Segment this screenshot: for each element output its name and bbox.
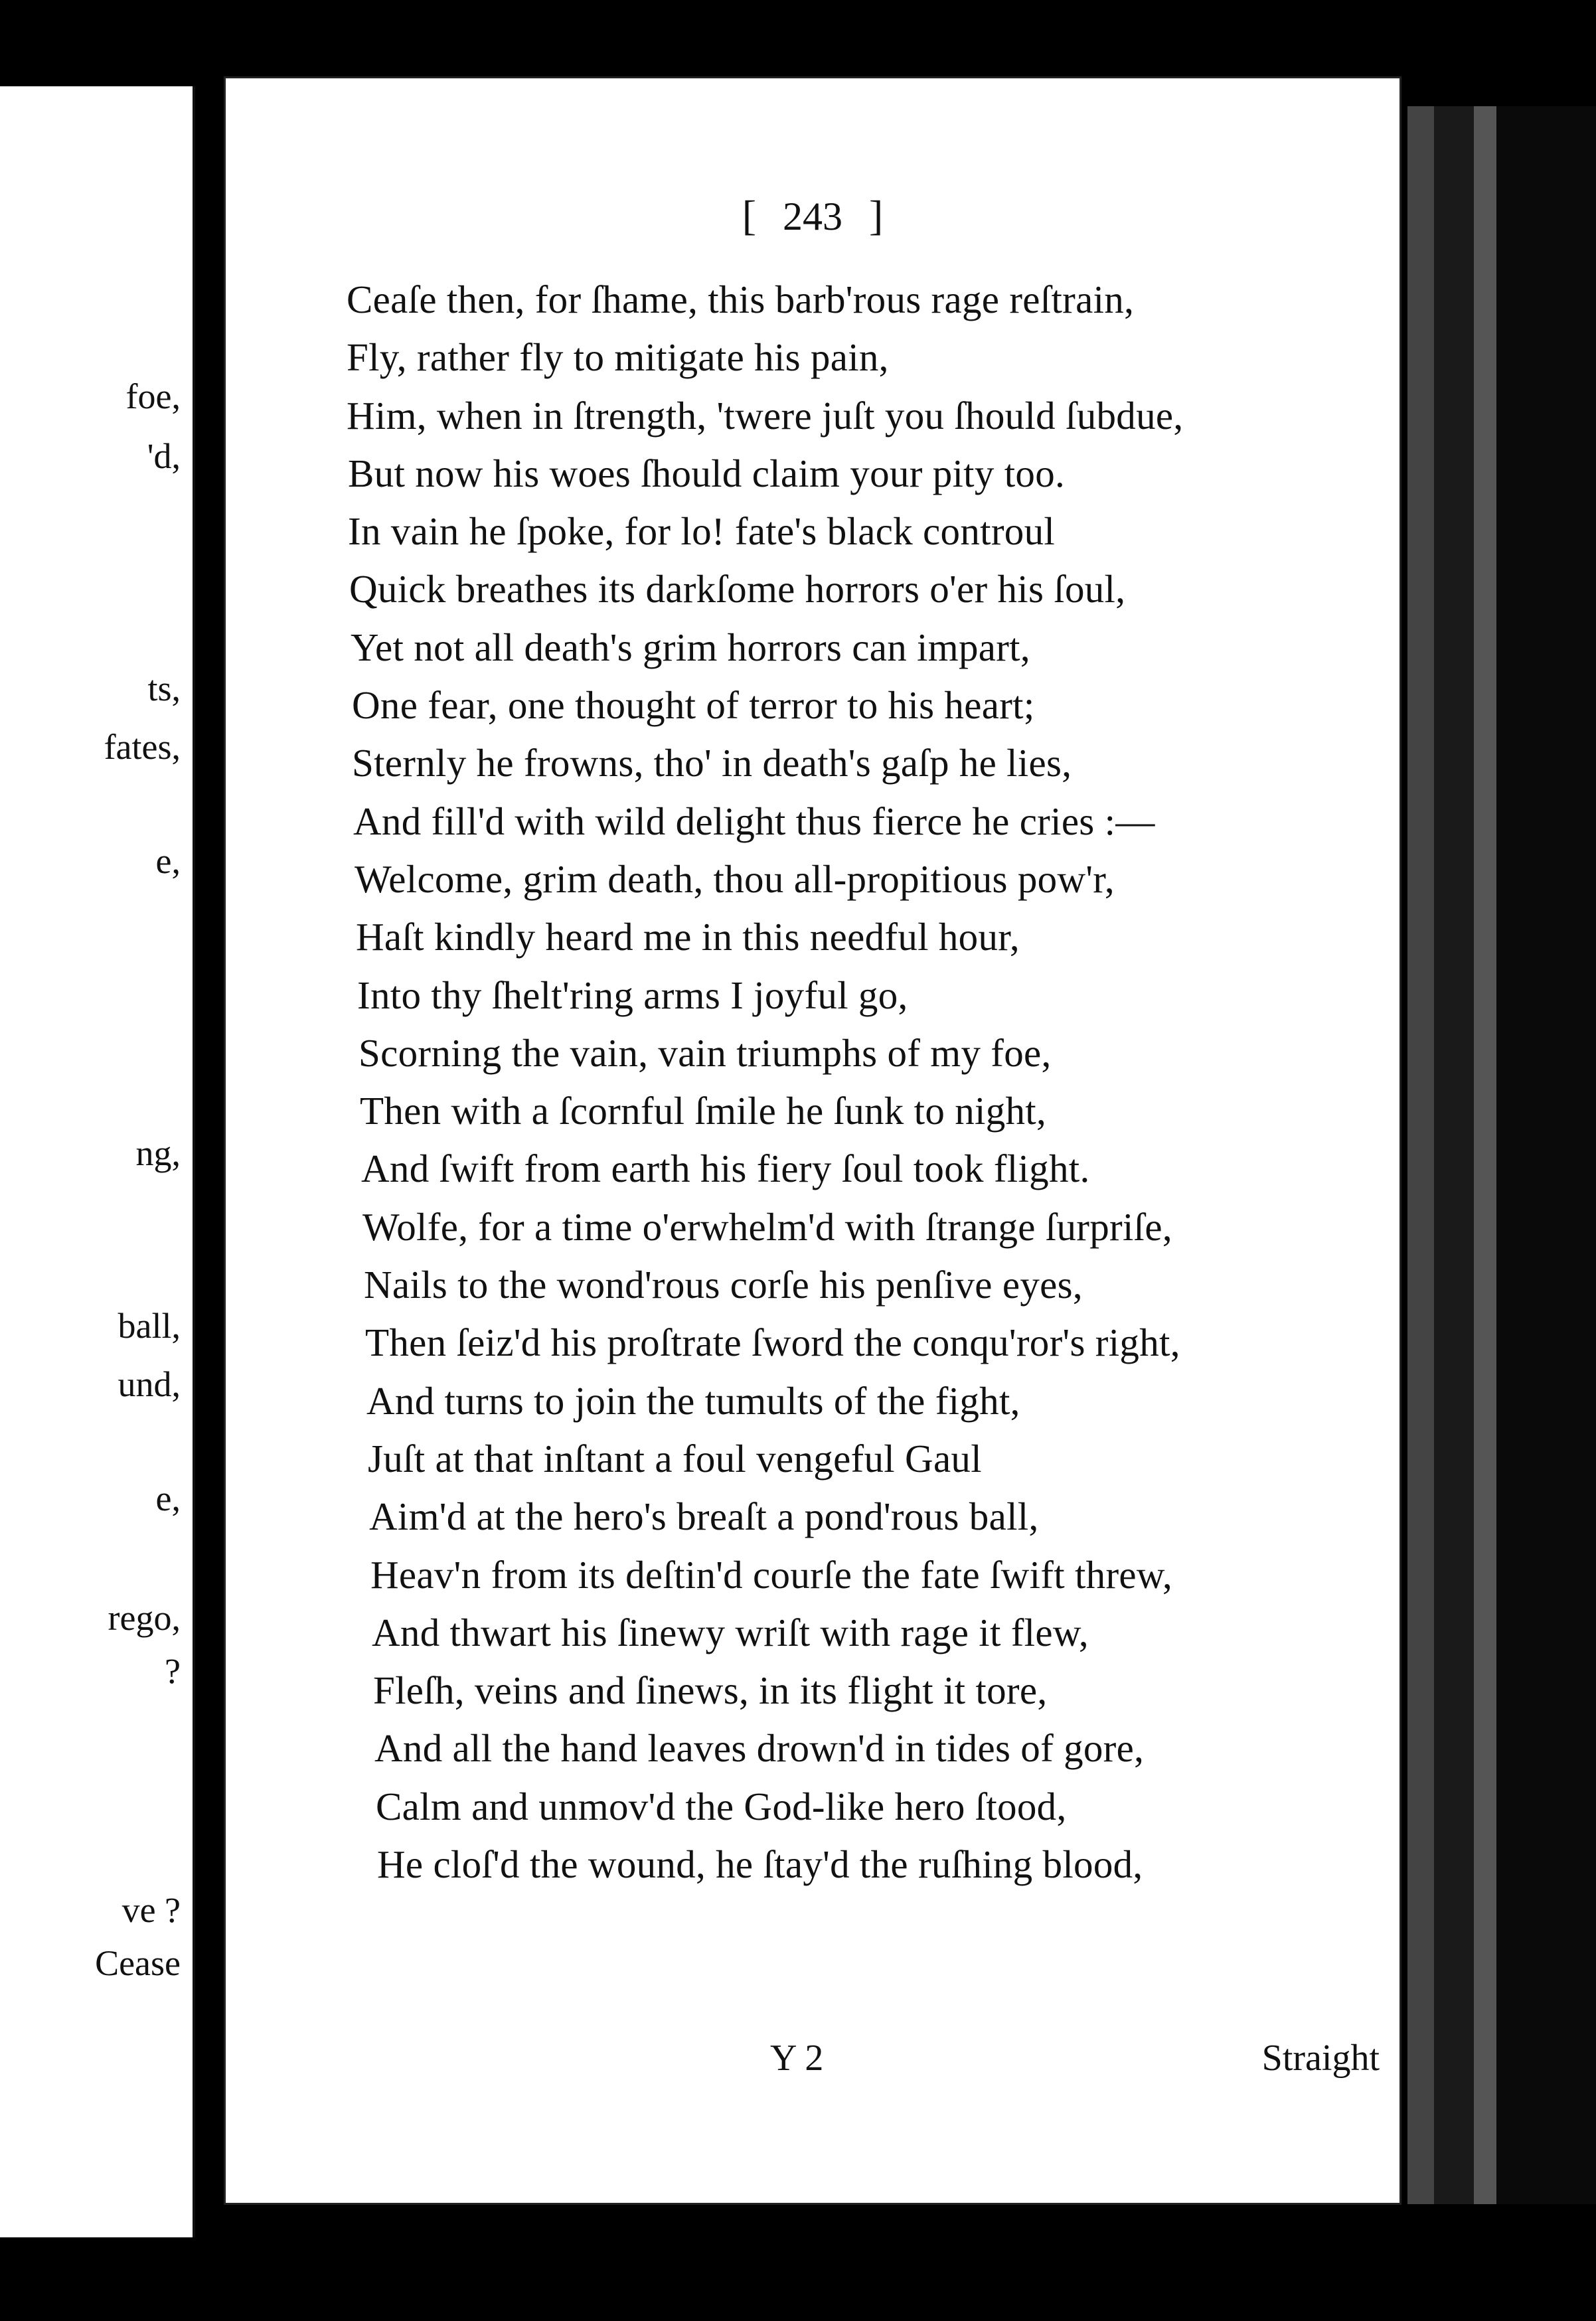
poem-line: And ſwift from earth his fiery ſoul took flight. xyxy=(361,1147,1090,1191)
book-page xyxy=(226,78,1399,2203)
poem-line: Then ſeiz'd his proſtrate ſword the conqu'ror's right, xyxy=(365,1321,1180,1365)
binding-edge xyxy=(1407,106,1434,2204)
poem-line: Yet not all death's grim horrors can impart, xyxy=(351,625,1030,669)
poem-line: Wolfe, for a time o'erwhelm'd with ſtrange ſurpriſe, xyxy=(362,1204,1172,1249)
page-header xyxy=(226,191,1399,240)
poem-line: In vain he ſpoke, for lo! fate's black controul xyxy=(348,509,1056,554)
poem-line: Scorning the vain, vain triumphs of my foe, xyxy=(359,1030,1052,1075)
left-page-fragment: rego, xyxy=(108,1598,181,1638)
poem-line: Heav'n from its deſtin'd courſe the fate ſwift threw, xyxy=(370,1552,1173,1597)
poem-line: Quick breathes its darkſome horrors o'er his ſoul, xyxy=(349,567,1126,611)
poem-line: Ceaſe then, for ſhame, this barb'rous rage reſtrain, xyxy=(347,278,1135,321)
left-page-fragment: ball, xyxy=(118,1306,181,1346)
poem-text xyxy=(347,271,1382,1893)
binding-edge xyxy=(1496,106,1596,2204)
poem-line: Juſt at that inſtant a foul vengeful Gaul xyxy=(368,1436,982,1481)
poem-line: And thwart his ſinewy wriſt with rage it flew, xyxy=(372,1610,1089,1654)
poem-line: And all the hand leaves drown'd in tides of gore, xyxy=(374,1726,1145,1771)
binding-edge xyxy=(1474,106,1496,2204)
right-bracket: ] xyxy=(869,192,884,239)
left-page-fragment: e, xyxy=(155,841,181,881)
poem-line: Fleſh, veins and ſinews, in its flight it tore, xyxy=(373,1668,1048,1713)
poem-line: Calm and unmov'd the God-like hero ſtood, xyxy=(376,1784,1067,1828)
left-page-fragment: 'd, xyxy=(147,436,181,476)
poem-line: One fear, one thought of terror to his heart; xyxy=(352,683,1035,728)
poem-line: He cloſ'd the wound, he ſtay'd the ruſhing blood, xyxy=(377,1842,1143,1887)
page-number: 243 xyxy=(783,195,842,238)
poem-line: And fill'd with wild delight thus fierce he cries :— xyxy=(353,799,1155,843)
left-page-fragment: ng, xyxy=(135,1133,181,1173)
left-page-fragment: Cease xyxy=(95,1943,181,1983)
left-page-fragment: foe, xyxy=(125,376,181,416)
poem-line: Fly, rather fly to mitigate his pain, xyxy=(347,335,889,380)
poem-line: Aim'd at the hero's breaſt a pond'rous ball, xyxy=(369,1494,1039,1539)
poem-line: Him, when in ſtrength, 'twere juſt you ſhould ſubdue, xyxy=(347,393,1184,438)
left-page-fragment: ? xyxy=(165,1651,181,1691)
left-page-fragment: e, xyxy=(155,1479,181,1518)
poem-line: Then with a ſcornful ſmile he ſunk to night, xyxy=(360,1089,1047,1133)
left-page-fragment: fates, xyxy=(104,727,181,767)
left-page-fragment: ts, xyxy=(147,669,181,708)
poem-line: Into thy ſhelt'ring arms I joyful go, xyxy=(357,973,908,1017)
poem-line: Haſt kindly heard me in this needful hour, xyxy=(356,915,1020,959)
signature-mark: Y 2 xyxy=(770,2038,824,2079)
binding-edge xyxy=(1434,106,1474,2204)
poem-line: Welcome, grim death, thou all-propitious pow'r, xyxy=(355,856,1115,901)
previous-page-edge xyxy=(0,86,195,2237)
poem-line: Nails to the wond'rous corſe his penſive eyes, xyxy=(364,1263,1083,1307)
poem-line: And turns to join the tumults of the fight, xyxy=(366,1378,1020,1423)
poem-line: Sternly he frowns, tho' in death's gaſp he lies, xyxy=(352,741,1072,785)
poem-line: But now his woes ſhould claim your pity too. xyxy=(348,451,1066,495)
catchword: Straight xyxy=(1261,2038,1380,2079)
left-page-fragment: ve ? xyxy=(121,1890,181,1930)
left-bracket: [ xyxy=(742,192,756,239)
left-page-fragment: und, xyxy=(118,1364,181,1404)
